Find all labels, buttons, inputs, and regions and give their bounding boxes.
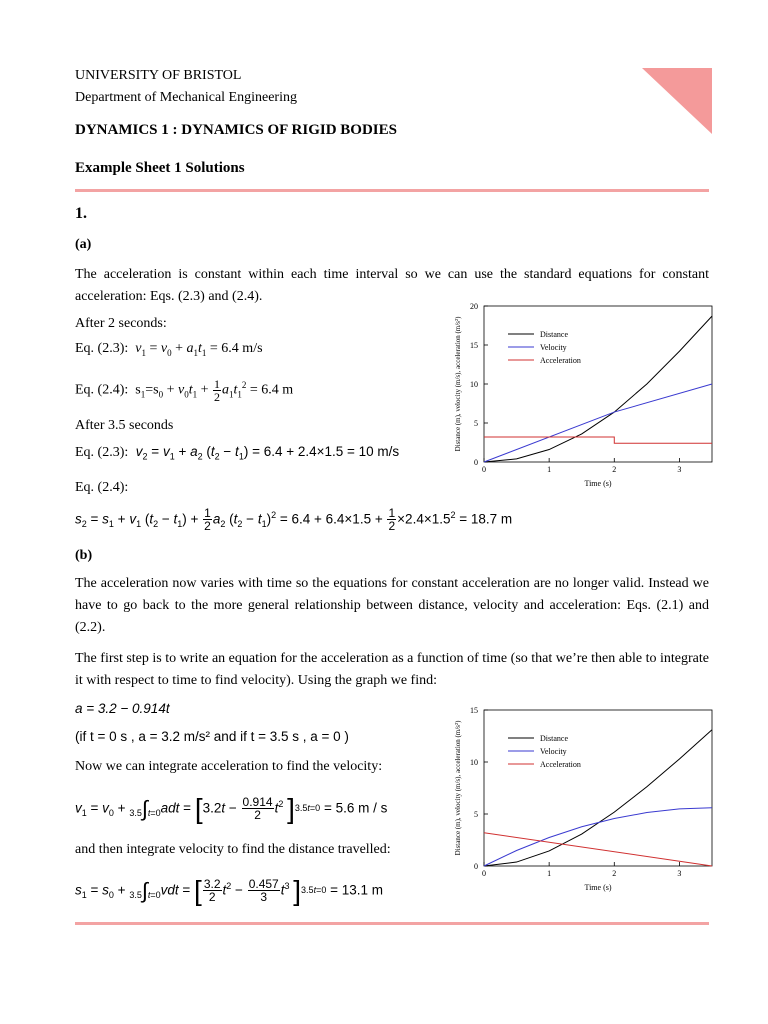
y-tick-label: 15 [470,706,478,715]
equation-2-4-first: Eq. (2.4): $s_1=s_0 + v_0t_1$ + $\frac{1}{2}$ $a_1t_1^2 = 6.4$ m [75,376,294,404]
legend-label-distance: Distance [540,734,568,743]
corner-triangle-decoration [642,68,712,134]
department-name: Department of Mechanical Engineering [75,90,297,105]
eq-label: Eq. (2.3): [75,341,129,356]
legend-label-acceleration: Acceleration [540,356,581,365]
series-line-distance [484,316,712,462]
y-tick-label: 5 [474,810,478,819]
y-tick-label: 10 [470,758,478,767]
integrate-distance-text: and then integrate velocity to find the distance travelled: [75,842,391,857]
y-tick-label: 0 [474,862,478,871]
part-a-intro: The acceleration is constant within each time interval so we can use the standard equations for constant acceleration: Eqs. (2.3) and (2.4). [75,267,709,304]
x-axis-label: Time (s) [584,883,612,892]
x-tick-label: 3 [677,869,682,878]
legend-label-acceleration: Acceleration [540,760,581,769]
plot-frame [484,710,712,866]
x-axis-label: Time (s) [584,479,612,488]
footer-divider [75,922,709,925]
x-tick-label: 0 [482,869,486,878]
equation-2-3-first: Eq. (2.3): $v_1 = v_0 + a_1t_1 = 6.4$ m/s [75,341,263,358]
velocity-integral: $v_1 = v_0 + 3.5\int t=0adt = [3.2t$ − $\frac{0.914}{2}$ $t^2$ ]3.5t=0 = 5.6 m / s [75,792,388,824]
header-divider [75,189,709,192]
eq-result: = 6.4 m [249,382,294,398]
plot-frame [484,306,712,462]
x-tick-label: 0 [482,465,486,474]
series-line-acceleration [484,437,712,443]
x-tick-label: 1 [547,869,552,878]
eq-2-4-label-second: Eq. (2.4): [75,480,129,495]
acceleration-conditions: (if t = 0 s , a = 3.2 m/s² and if t = 3.5 s , a = 0 ) [75,729,349,744]
y-tick-label: 10 [470,380,478,389]
x-tick-label: 3 [677,465,682,474]
part-a-label: (a) [75,237,92,252]
eq-tail: ×2.4×1.5 [397,511,451,527]
eq-label: Eq. (2.3): [75,445,129,460]
legend-label-velocity: Velocity [540,343,567,352]
after-3-5-seconds: After 3.5 seconds [75,418,174,433]
x-tick-label: 1 [547,465,552,474]
eq-end: = 18.7 m [459,511,513,527]
course-title: DYNAMICS 1 : DYNAMICS OF RIGID BODIES [75,122,397,138]
chart-part-a [450,300,720,496]
y-tick-label: 5 [474,419,478,428]
eq-result: = 6.4 + 2.4×1.5 = 10 m/s [252,444,400,459]
acceleration-equation: a = 3.2 − 0.914t [75,701,170,716]
corner-triangle [642,68,712,134]
university-name: UNIVERSITY OF BRISTOL [75,68,242,83]
x-tick-label: 2 [612,869,617,878]
after-2-seconds: After 2 seconds: [75,316,167,331]
y-tick-label: 15 [470,341,478,350]
x-tick-label: 2 [612,465,617,474]
sheet-title: Example Sheet 1 Solutions [75,160,245,176]
part-b-paragraph-1: The acceleration now varies with time so the equations for constant acceleration are no longer valid. Instead we have to go back to the more general relationship between distance, velocity and acceleration: Eqs. (2.1) and (2.2). [75,576,709,635]
distance-integral: $s_1 = s_0 + 3.5\int t=0vdt$ = [ $\frac{3.2}{2}$ $t^2$ − $\frac{0.457}{3}$ $t^3$ ]3.5t=0 = 13.1 m [75,874,384,906]
y-tick-label: 0 [474,458,478,467]
part-b-paragraph-2: The first step is to write an equation for the acceleration as a function of time (so that we’re then able to integrate it with respect to time to find velocity). Using the graph we find: [75,651,709,688]
series-line-distance [484,730,712,866]
chart-part-b [450,704,720,900]
eq-result: = 6.4 m/s [209,341,263,356]
y-axis-label: Distance (m), velocity (m/s), acceleration (m/s²) [454,720,462,856]
equation-s2: $s_2 = s_1 + v_1$ $(t_2 - t_1)$ + $\frac{1}{2}$ $a_2$ $(t_2 - t_1)^2 = 6.4 + 6.4\times 1.5$ + $\frac{1}{2}$ $\times 2.4\times 1.5^2 = 18.7$ m [75,506,513,534]
eq-result: = 6.4 + 6.4×1.5 + [279,511,383,527]
equation-2-3-second: Eq. (2.3): $v_2 = v_1 + a_2$ $(t_2 - t_1) = 6.4 + 2.4\times 1.5 = 10$ m/s [75,444,400,462]
eq-label: Eq. (2.4): [75,382,129,398]
question-number: 1. [75,205,87,222]
velocity-result: = 5.6 m / s [323,800,388,816]
legend-label-distance: Distance [540,330,568,339]
y-tick-label: 20 [470,302,478,311]
part-b-label: (b) [75,548,93,563]
y-axis-label: Distance (m), velocity (m/s), acceleration (m/s²) [454,316,462,452]
legend-label-velocity: Velocity [540,747,567,756]
integrate-velocity-text: Now we can integrate acceleration to find the velocity: [75,759,383,774]
distance-result: = 13.1 m [330,882,384,898]
series-line-velocity [484,808,712,866]
